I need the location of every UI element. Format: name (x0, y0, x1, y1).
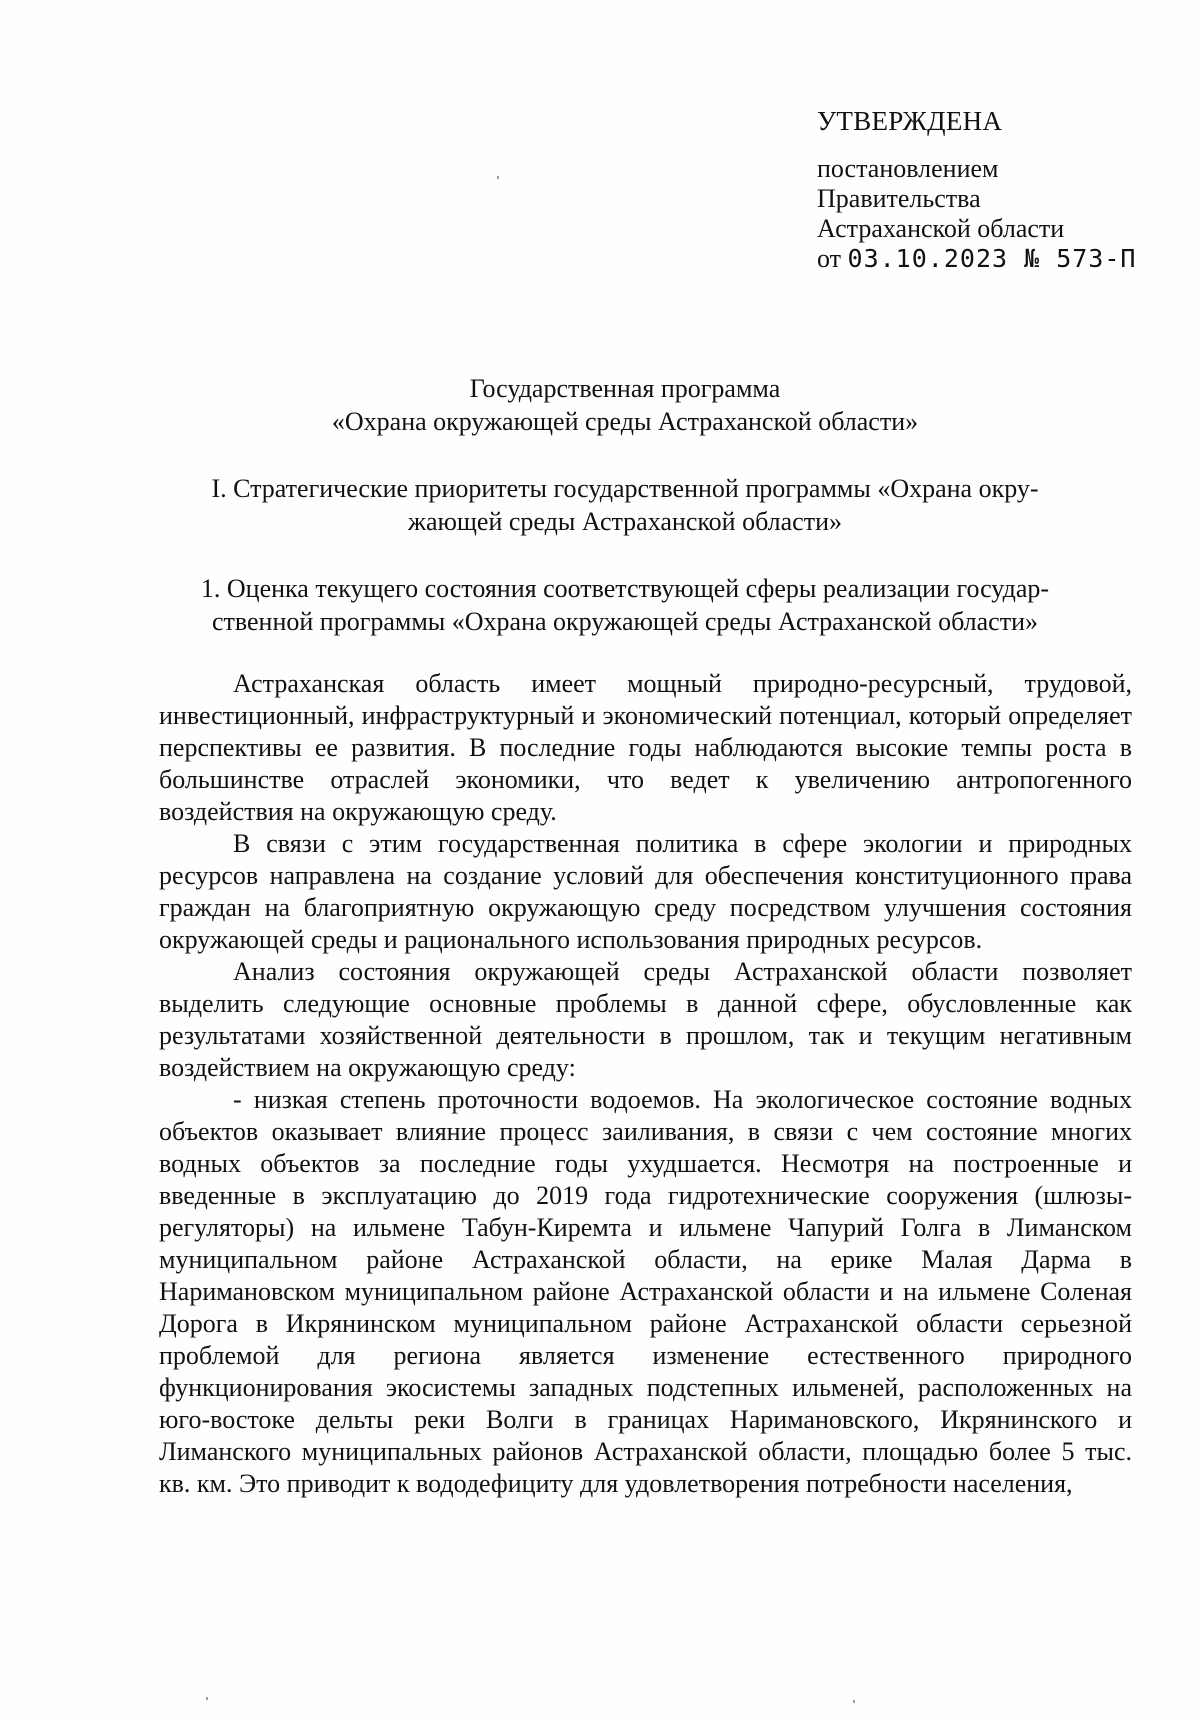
section-1-heading (160, 472, 1090, 538)
section-1-heading-line-2: жающей среды Астраханской области» (407, 507, 842, 536)
scan-speck (497, 176, 499, 179)
program-title (160, 372, 1090, 438)
paragraph-3: Анализ состояния окружающей среды Астраханской области позволяет выделить следующие основные проблемы в данной сфере, обусловленные как результатами хозяйственной деятельности в прошлом, так и текущим негативным воздействием на окружающую среду: (159, 957, 1132, 1082)
approval-line-1: постановлением (817, 154, 999, 183)
approval-date-prefix: от (817, 244, 848, 273)
scan-speck (206, 1697, 208, 1700)
approval-block (817, 106, 1177, 274)
scan-speck (853, 1700, 855, 1703)
approval-date-number: 03.10.2023 № 573-П (847, 244, 1137, 273)
approval-line-3: Астраханской области (817, 214, 1065, 243)
program-title-line-1: Государственная программа (469, 374, 781, 403)
approval-date-line (817, 244, 1177, 274)
section-1-heading-line-1: I. Стратегические приоритеты государственной программы «Охрана окру- (211, 474, 1039, 503)
program-title-line-2: «Охрана окружающей среды Астраханской области» (331, 407, 919, 436)
subsection-1-heading-line-2: ственной программы «Охрана окружающей среды Астраханской области» (211, 607, 1039, 636)
body-text (159, 668, 1132, 1500)
subsection-1-heading (160, 572, 1090, 638)
approval-title: УТВЕРЖДЕНА (817, 106, 1003, 136)
paragraph-1: Астраханская область имеет мощный природно-ресурсный, трудовой, инвестиционный, инфраструктурный и экономический потенциал, который определяет перспективы ее развития. В последние годы наблюдаются высокие темпы роста в большинстве отраслей экономики, что ведет к увеличению антропогенного воздействия на окружающую среду. (159, 669, 1132, 826)
approval-line-2: Правительства (817, 184, 981, 213)
paragraph-2: В связи с этим государственная политика в сфере экологии и природных ресурсов направлена на создание условий для обеспечения конституционного права граждан на благоприятную окружающую среду посредством улучшения состояния окружающей среды и рационального использования природных ресурсов. (159, 829, 1132, 954)
subsection-1-heading-line-1: 1. Оценка текущего состояния соответствующей сферы реализации государ- (200, 574, 1050, 603)
paragraph-4: - низкая степень проточности водоемов. На экологическое состояние водных объектов оказывает влияние процесс заиливания, в связи с чем состояние многих водных объектов за последние годы ухудшается. Несмотря на построенные и введенные в эксплуатацию до 2019 года гидротехнические сооружения (шлюзы-регуляторы) на ильмене Табун-Киремта и ильмене Чапурий Голга в Лиманском муниципальном районе Астраханской области, на ерике Малая Дарма в Наримановском муниципальном районе Астраханской области и на ильмене Соленая Дорога в Икрянинском муниципальном районе Астраханской области серьезной проблемой для региона является изменение естественного природного функционирования экосистемы западных подстепных ильменей, расположенных на юго-востоке дельты реки Волги в границах Наримановского, Икрянинского и Лиманского муниципальных районов Астраханской области, площадью более 5 тыс. кв. км. Это приводит к вододефициту для удовлетворения потребности населения, (159, 1085, 1132, 1498)
